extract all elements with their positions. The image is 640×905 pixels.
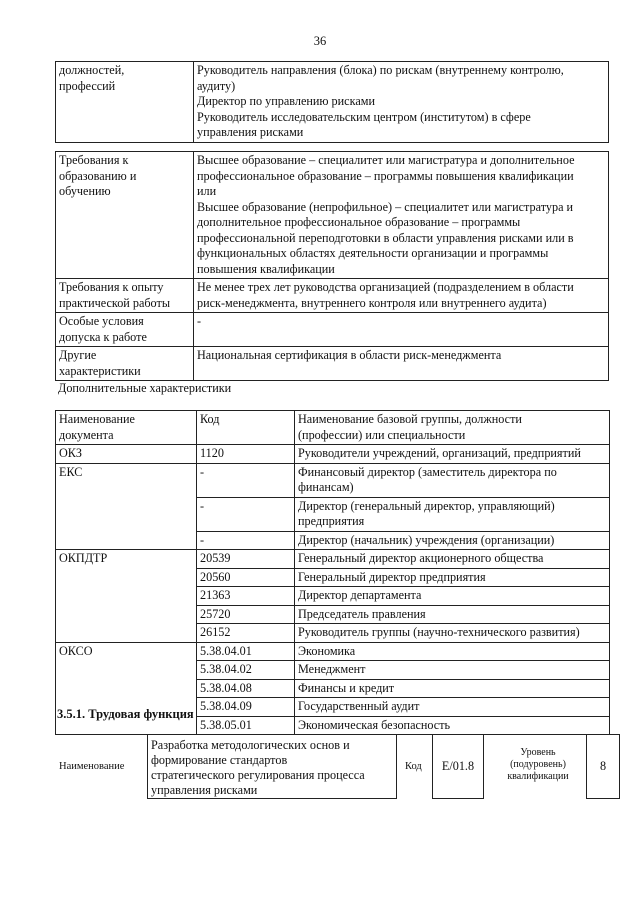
header-document <box>56 411 197 445</box>
value-line: аудиту) <box>197 78 236 93</box>
name-label: Наименование <box>59 761 125 772</box>
function-name-line: управления рисками <box>151 783 258 797</box>
level-box <box>586 734 620 799</box>
name-line: Финансовый директор (заместитель директора по <box>298 464 557 479</box>
label-line: Другие <box>59 348 97 362</box>
name-line: предприятия <box>298 514 365 528</box>
name-line: Директор (начальник) учреждения (организации) <box>298 532 555 547</box>
positions-label <box>56 62 194 143</box>
function-name-box <box>147 734 397 799</box>
name-line: Председатель правления <box>298 606 426 621</box>
label-line: Требования к опыту <box>59 280 164 294</box>
name-line: Директор департамента <box>298 588 422 602</box>
name-cell <box>295 661 610 680</box>
document-cell: ОКЗ <box>56 445 197 464</box>
table-row <box>56 445 610 464</box>
name-cell <box>295 463 610 497</box>
code-cell: 5.38.04.09 <box>197 698 295 717</box>
name-cell <box>295 550 610 569</box>
name-cell <box>295 624 610 643</box>
label-line: практической работы <box>59 295 171 310</box>
code-cell: 25720 <box>197 605 295 624</box>
name-line: Финансы и кредит <box>298 680 395 695</box>
name-cell <box>295 531 610 550</box>
value-line: или <box>197 184 217 198</box>
value-line: Руководитель направления (блока) по рискам (внутреннему контролю, <box>197 63 564 77</box>
value-line: повышения квалификации <box>197 261 335 276</box>
code-cell: - <box>197 497 295 531</box>
header-line: (профессии) или специальности <box>298 427 466 442</box>
name-cell <box>295 679 610 698</box>
education-label <box>56 152 194 279</box>
level-value: 8 <box>599 759 607 773</box>
table-row <box>56 347 609 381</box>
requirements-table <box>55 151 609 381</box>
name-line: Государственный аудит <box>298 699 420 713</box>
header-line: Наименование <box>59 412 135 426</box>
header-line: Наименование базовой группы, должности <box>298 412 522 426</box>
name-cell <box>295 716 610 735</box>
label-line: допуска к работе <box>59 329 147 344</box>
page-number: 36 <box>313 34 327 48</box>
classifier-table <box>55 410 610 735</box>
function-name-line: Разработка методологических основ и <box>151 738 350 752</box>
value-line: Высшее образование – специалитет или магистратура и дополнительное <box>197 153 575 167</box>
additional-heading: Дополнительные характеристики <box>58 381 232 395</box>
education-value <box>194 152 609 279</box>
label-line: Особые условия <box>59 314 144 328</box>
value-line: Национальная сертификация в области риск-менеджмента <box>197 348 502 362</box>
header-line: Код <box>200 412 220 426</box>
experience-label <box>56 279 194 313</box>
name-cell <box>295 568 610 587</box>
value-line: Руководитель исследовательским центром (институтом) в сфере <box>197 109 531 124</box>
name-line: Директор (генеральный директор, управляющий) <box>298 498 555 513</box>
code-cell: 1120 <box>197 445 295 464</box>
other-value <box>194 347 609 381</box>
document-cell: ЕКС <box>56 463 197 550</box>
code-cell: - <box>197 531 295 550</box>
function-name-line: стратегического регулирования процесса <box>151 768 365 782</box>
value-line: - <box>197 314 202 328</box>
label-line: должностей, <box>59 63 125 77</box>
header-line: документа <box>59 427 114 442</box>
name-cell <box>295 698 610 717</box>
name-line: Генеральный директор акционерного общества <box>298 551 544 565</box>
table-row <box>56 550 610 569</box>
classifier-rows <box>56 445 610 735</box>
code-cell: 5.38.05.01 <box>197 716 295 735</box>
code-cell: 26152 <box>197 624 295 643</box>
code-cell: - <box>197 463 295 497</box>
document-cell: ОКПДТР <box>56 550 197 643</box>
admission-label <box>56 313 194 347</box>
table-header-row <box>56 411 610 445</box>
value-line: Директор по управлению рисками <box>197 94 375 108</box>
table-row <box>56 463 610 497</box>
value-line: функциональных областях деятельности организации и программы <box>197 246 549 260</box>
label-line: характеристики <box>59 363 141 378</box>
level-label-line: Уровень <box>520 747 556 758</box>
table-row <box>56 62 609 143</box>
name-cell <box>295 642 610 661</box>
name-line: Руководители учреждений, организаций, предприятий <box>298 446 581 460</box>
table-row <box>56 313 609 347</box>
value-line: Не менее трех лет руководства организацией (подразделением в области <box>197 280 574 294</box>
code-cell: 20539 <box>197 550 295 569</box>
label-line: обучению <box>59 184 111 198</box>
positions-value <box>194 62 609 143</box>
name-cell <box>295 445 610 464</box>
code-cell: 21363 <box>197 587 295 606</box>
name-cell <box>295 605 610 624</box>
function-code-value: Е/01.8 <box>441 759 475 773</box>
other-label <box>56 347 194 381</box>
function-code-box <box>432 734 484 799</box>
label-line: Требования к <box>59 153 129 167</box>
name-line: Экономическая безопасность <box>298 717 451 732</box>
admission-value <box>194 313 609 347</box>
value-line: профессиональное образование – программы повышения квалификации <box>197 168 574 183</box>
name-line: Генеральный директор предприятия <box>298 569 486 584</box>
header-name <box>295 411 610 445</box>
table-row <box>56 279 609 313</box>
name-line: Экономика <box>298 643 356 658</box>
name-line: Руководитель группы (научно-технического развития) <box>298 625 580 639</box>
table-row <box>56 642 610 661</box>
positions-table <box>55 61 609 143</box>
value-line: риск-менеджмента, внутреннего контроля или внутреннего аудита) <box>197 295 547 310</box>
label-line: образованию и <box>59 168 137 183</box>
label-line: профессий <box>59 78 116 93</box>
code-cell: 20560 <box>197 568 295 587</box>
level-label-line: квалификации <box>507 771 569 782</box>
header-code <box>197 411 295 445</box>
code-cell: 5.38.04.02 <box>197 661 295 680</box>
value-line: Высшее образование (непрофильное) – специалитет или магистратура и <box>197 199 574 214</box>
value-line: дополнительное профессиональное образование – программы <box>197 215 521 229</box>
value-line: профессиональной переподготовки в области управления рисками или в <box>197 230 574 245</box>
level-label-line: (подуровень) <box>510 759 566 770</box>
name-cell <box>295 587 610 606</box>
value-line: управления рисками <box>197 125 304 139</box>
document-cell: ОКСО <box>56 642 197 735</box>
table-row <box>56 152 609 279</box>
code-label: Код <box>405 761 422 772</box>
name-line: Менеджмент <box>298 662 366 676</box>
function-name-line: формирование стандартов <box>151 753 288 767</box>
section-heading: 3.5.1. Трудовая функция <box>57 707 194 721</box>
code-cell: 5.38.04.08 <box>197 679 295 698</box>
code-cell: 5.38.04.01 <box>197 642 295 661</box>
name-line: финансам) <box>298 480 354 494</box>
level-label <box>490 747 586 783</box>
name-cell <box>295 497 610 531</box>
experience-value <box>194 279 609 313</box>
